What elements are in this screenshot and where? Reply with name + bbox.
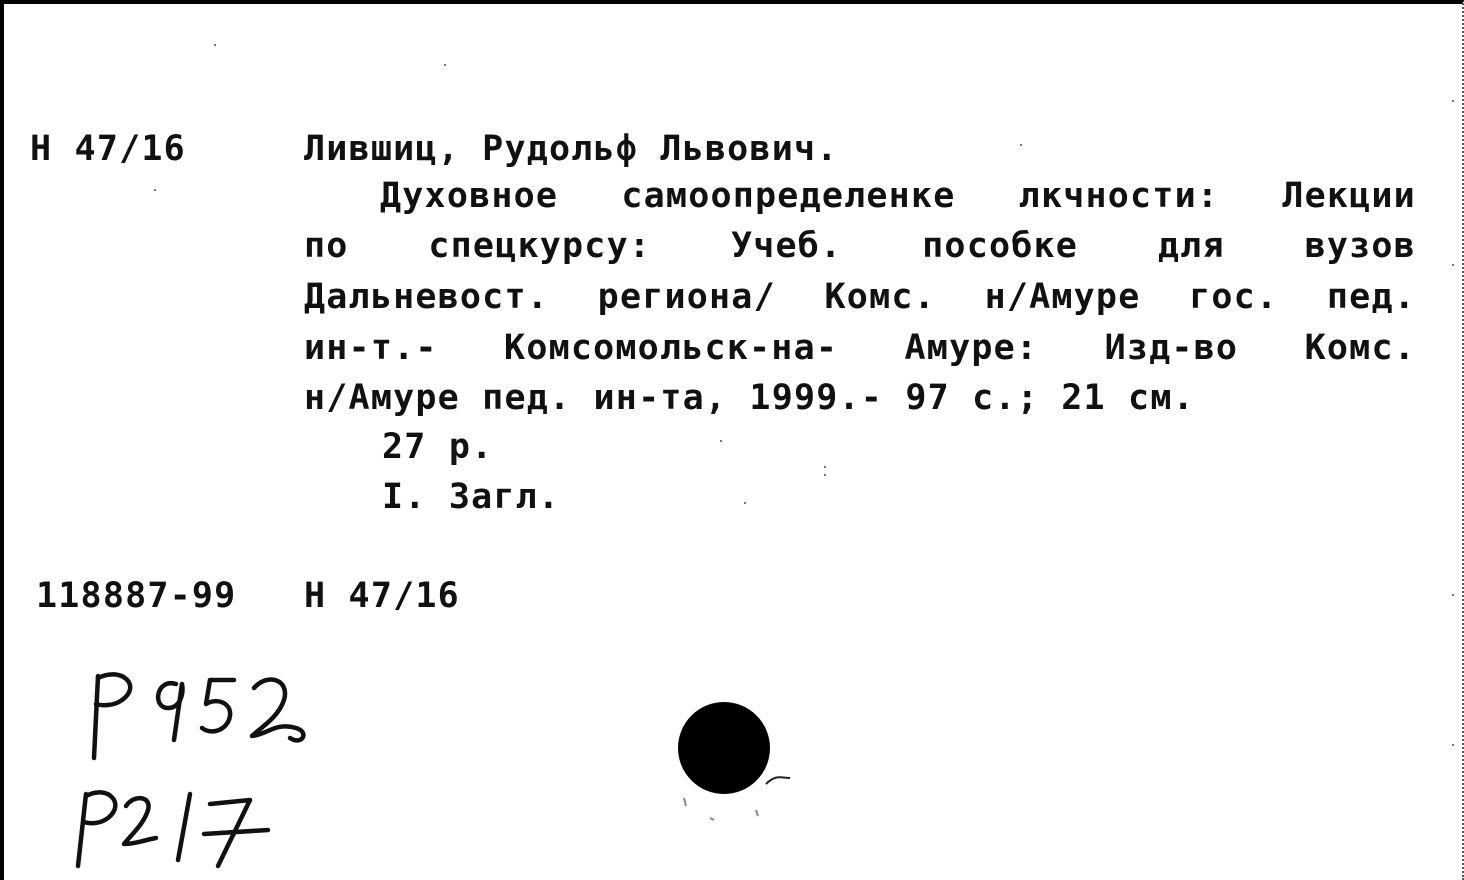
description-line	[304, 277, 1416, 317]
publication-line: н/Амуре пед. ин-та, 1999.- 97 с.; 21 см.	[304, 378, 1195, 418]
word: Амуре:	[904, 328, 1039, 368]
word: Учеб.	[730, 226, 843, 266]
author-heading: Лившиц, Рудольф Львович.	[304, 129, 839, 169]
title-heading: I. Загл.	[382, 477, 561, 517]
description-line	[380, 176, 1416, 216]
word: гос.	[1189, 277, 1279, 317]
word: лкчности:	[1018, 176, 1220, 216]
word: вузов	[1304, 226, 1416, 266]
word: спецкурсу:	[428, 226, 652, 266]
word: пособке	[922, 226, 1079, 266]
word: Духовное	[380, 176, 559, 216]
handwritten-shelf-marks	[64, 664, 324, 874]
word: н/Амуре	[984, 277, 1141, 317]
description-line	[304, 328, 1416, 368]
word: Комс.	[824, 277, 936, 317]
word: для	[1157, 226, 1225, 266]
handwritten-p952	[94, 674, 303, 758]
word: региона/	[597, 277, 776, 317]
word: Дальневост.	[304, 277, 549, 317]
word: Лекции	[1282, 176, 1416, 216]
word: Комс.	[1304, 328, 1416, 368]
punched-hole	[670, 694, 800, 824]
description-line	[304, 226, 1416, 266]
word: Комсомольск-на-	[504, 328, 839, 368]
word: Изд-во	[1104, 328, 1239, 368]
word: самоопределенке	[621, 176, 956, 216]
word: по	[304, 226, 349, 266]
accession-number: 118887-99	[36, 576, 237, 616]
word: ин-т.-	[304, 328, 438, 368]
handwritten-p217	[78, 792, 268, 866]
word: пед.	[1326, 277, 1416, 317]
price: 27 р.	[382, 427, 494, 467]
call-number: Н 47/16	[30, 129, 186, 169]
call-number-repeat: Н 47/16	[304, 576, 460, 616]
